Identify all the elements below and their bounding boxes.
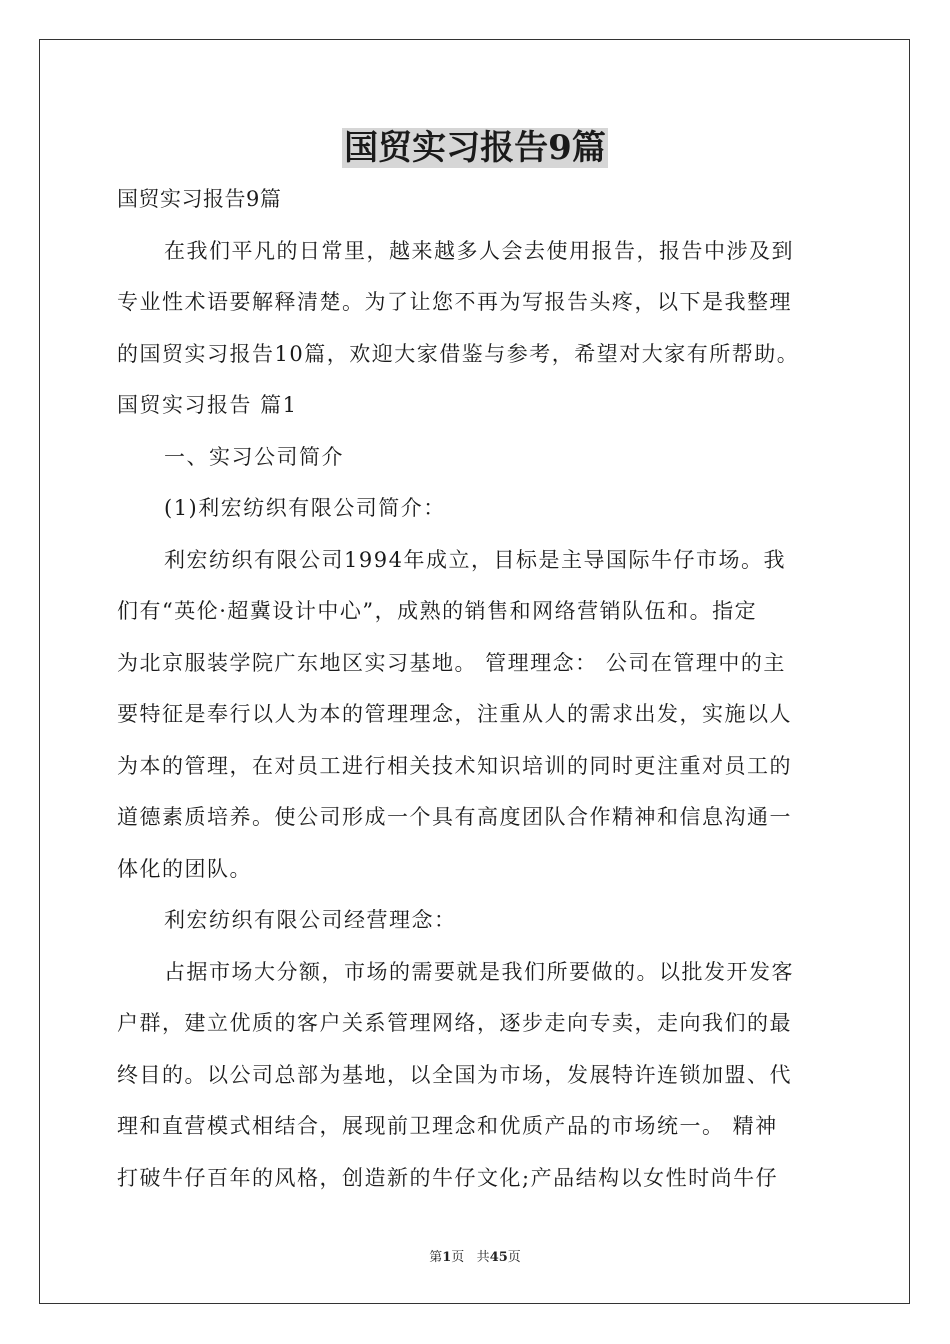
- document-body: [117, 182, 833, 1212]
- text-line: 一、实习公司简介: [164, 444, 344, 469]
- text-line: 在我们平凡的日常里，越来越多人会去使用报告，报告中涉及到: [164, 238, 794, 263]
- text-line: (1)利宏纺织有限公司简介：: [164, 496, 446, 520]
- text-line: 利宏纺织有限公司1994年成立，目标是主导国际牛仔市场。我: [164, 547, 786, 572]
- title-container: [0, 128, 950, 168]
- text-line: 们有“英伦·超冀设计中心”，成熟的销售和网络营销队伍和。指定: [117, 599, 758, 623]
- text-line: 体化的团队。: [117, 856, 252, 881]
- text-line: 打破牛仔百年的风格，创造新的牛仔文化;产品结构以女性时尚牛仔: [117, 1165, 779, 1190]
- text-line: 户群，建立优质的客户关系管理网络，逐步走向专卖，走向我们的最: [117, 1011, 792, 1035]
- text-line: 理和直营模式相结合，展现前卫理念和优质产品的市场统一。 精神: [117, 1114, 778, 1138]
- total-label: 共: [476, 1250, 490, 1265]
- text-line: 终目的。以公司总部为基地，以全国为市场，发展特许连锁加盟、代: [117, 1062, 792, 1087]
- text-line: 要特征是奉行以人为本的管理理念，注重从人的需求出发，实施以人: [117, 702, 792, 726]
- text-line: 利宏纺织有限公司经营理念：: [164, 908, 457, 932]
- text-line: 的国贸实习报告10篇，欢迎大家借鉴与参考，希望对大家有所帮助。: [117, 341, 800, 366]
- text-line: 占据市场大分额，市场的需要就是我们所要做的。以批发开发客: [164, 959, 794, 984]
- page-label: 第: [429, 1250, 443, 1265]
- page-number: 1: [442, 1250, 452, 1265]
- text-line: 专业性术语要解释清楚。为了让您不再为写报告头疼，以下是我整理: [117, 290, 792, 314]
- document-title: 国贸实习报告9篇: [344, 128, 606, 168]
- page-unit: 页: [451, 1250, 465, 1265]
- text-line: 道德素质培养。使公司形成一个具有高度团队合作精神和信息沟通一: [117, 805, 792, 829]
- text-line: 国贸实习报告9篇: [117, 187, 282, 211]
- text-line: 国贸实习报告 篇1: [117, 393, 298, 417]
- text-line: 为北京服装学院广东地区实习基地。 管理理念： 公司在管理中的主: [117, 650, 786, 675]
- text-line: 为本的管理，在对员工进行相关技术知识培训的同时更注重对员工的: [117, 753, 792, 778]
- total-unit: 页: [507, 1250, 521, 1265]
- total-pages: 45: [489, 1250, 508, 1265]
- page-footer: [0, 1246, 950, 1265]
